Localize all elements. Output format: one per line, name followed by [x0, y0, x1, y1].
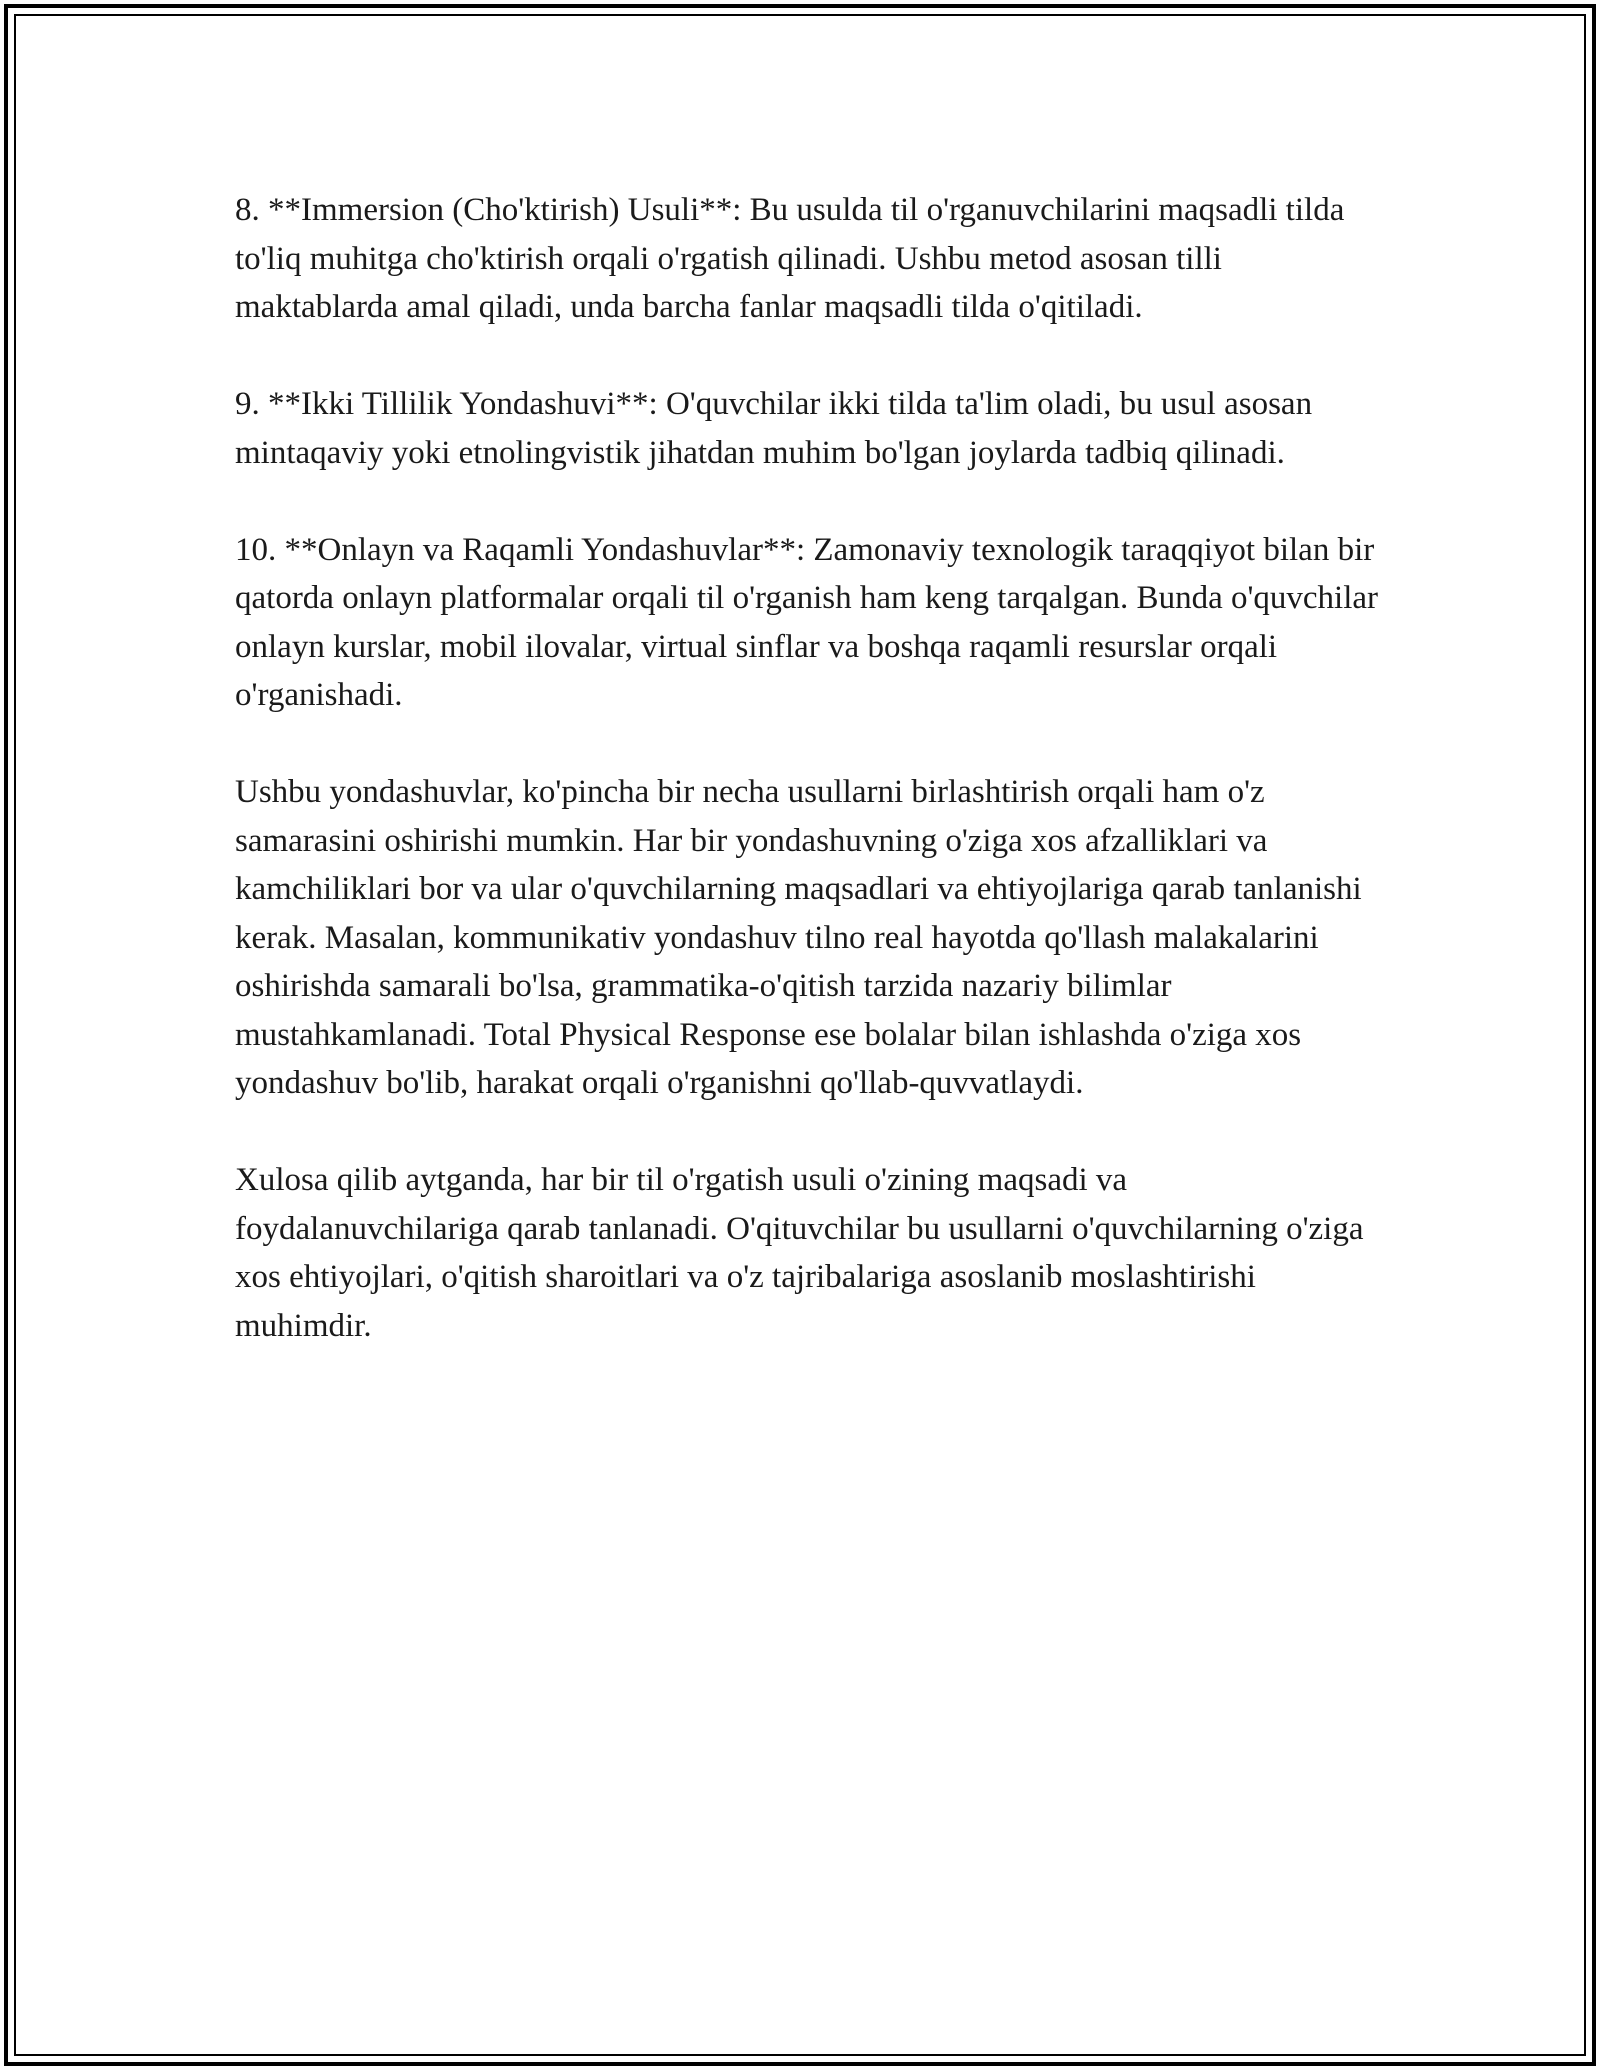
paragraph-immersion-method: 8. **Immersion (Cho'ktirish) Usuli**: Bu usulda til o'rganuvchilarini maqsadli tilda to'liq muhitga cho'ktirish orqali o'rgatish qilinadi. Ushbu metod asosan tilli maktablarda amal qiladi, unda barcha fanlar maqsadli tilda o'qitiladi. [235, 192, 1345, 325]
document-body [235, 186, 1385, 1350]
paragraph-online-digital-approaches: 10. **Onlayn va Raqamli Yondashuvlar**: Zamonaviy texnologik taraqqiyot bilan bir qatorda onlayn platformalar orqali til o'rganish ham keng tarqalgan. Bunda o'quvchilar onlayn kurslar, mobil ilovalar, virtual sinflar va boshqa raqamli resurslar orqali o'rganishadi. [235, 531, 1379, 713]
paragraph-approaches-summary: Ushbu yondashuvlar, ko'pincha bir necha usullarni birlashtirish orqali ham o'z samarasini oshirishi mumkin. Har bir yondashuvning o'ziga xos afzalliklari va kamchiliklari bor va ular o'quvchilarning maqsadlari va ehtiyojlariga qarab tanlanishi kerak. Masalan, kommunikativ yondashuv tilno real hayotda qo'llash malakalarini oshirishda samarali bo'lsa, grammatika-o'qitish tarzida nazariy bilimlar mustahkamlanadi. Total Physical Response ese bolalar bilan ishlashda o'ziga xos yondashuv bo'lib, harakat orqali o'rganishni qo'llab-quvvatlaydi. [235, 774, 1362, 1101]
paragraph-bilingual-approach: 9. **Ikki Tillilik Yondashuvi**: O'quvchilar ikki tilda ta'lim oladi, bu usul asosan mintaqaviy yoki etnolingvistik jihatdan muhim bo'lgan joylarda tadbiq qilinadi. [235, 386, 1313, 471]
paragraph-conclusion: Xulosa qilib aytganda, har bir til o'rgatish usuli o'zining maqsadi va foydalanuvchilariga qarab tanlanadi. O'qituvchilar bu usullarni o'quvchilarning o'ziga xos ehtiyojlari, o'qitish sharoitlari va o'z tajribalariga asoslanib moslashtirishi muhimdir. [235, 1162, 1364, 1344]
